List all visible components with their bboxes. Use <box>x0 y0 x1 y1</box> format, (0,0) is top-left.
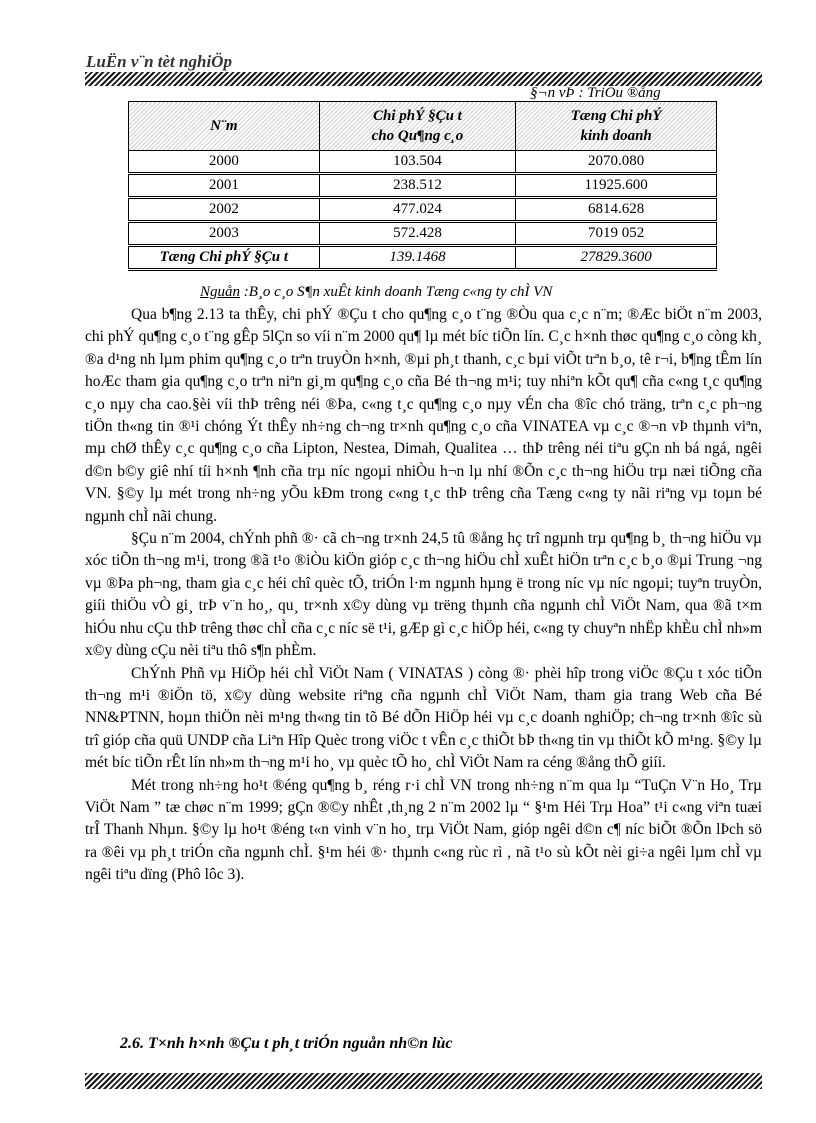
column-header-line: kinh doanh <box>580 128 652 144</box>
total-cost-cell: 27829.3600 <box>516 246 717 270</box>
ad-cost-cell: 572.428 <box>319 222 516 246</box>
section-heading: 2.6. T×nh h×nh ®Çu t ph¸t triÓn nguån nh©n lùc <box>120 1035 453 1052</box>
source-label: Nguån <box>200 284 241 300</box>
column-header-ad-cost <box>319 102 516 151</box>
year-cell: 2002 <box>129 198 320 222</box>
ad-cost-cell: 103.504 <box>319 151 516 174</box>
year-cell: 2000 <box>129 151 320 174</box>
investment-table <box>128 101 717 271</box>
total-cost-cell: 11925.600 <box>516 174 717 198</box>
total-cost-cell: 7019 052 <box>516 222 717 246</box>
table-row <box>129 198 717 222</box>
table-row <box>129 222 717 246</box>
table-row <box>129 151 717 174</box>
table-unit-label: §¬n vÞ : TriÖu ®ång <box>530 85 661 101</box>
column-header-line: Chi phÝ §Çu t <box>373 108 462 124</box>
paragraph: Mét trong nh÷ng ho¹t ®éng qu¶ng b¸ réng r·i chÌ VN trong nh÷ng n¨m qua lµ “TuÇn V¨n Ho¸ Trµ ViÖt Nam ” tæ chøc n¨m 1999; gÇn ®©y nhÊt ,th¸ng 2 n¨m 2002 lµ “ §¹m Héi Trµ Hoa” t¹i c«ng viªn tuæi trÎ Thanh Nhµn. §©y lµ ho¹t ®éng t«n vinh v¨n ho¸ trµ ViÖt Nam, gióp ngêi d©n c¶ níc biÕt ®Õn lÞch sö ra ®êi vµ ph¸t triÓn cña ngµnh chÌ. §¹m héi ®· thµnh c«ng rùc rì , nã t¹o sù kÕt nèi gi÷a ngêi lµm chÌ vµ ngêi tiªu dïng (Phô lôc 3). <box>85 776 762 884</box>
footer-hatched-band <box>85 1073 762 1089</box>
total-cost-cell: 2070.080 <box>516 151 717 174</box>
table-header-row <box>129 102 717 151</box>
paragraph: ChÝnh Phñ vµ HiÖp héi chÌ ViÖt Nam ( VINATAS ) còng ®· phèi hîp trong viÖc ®Çu t xóc tiÕn th¬ng m¹i ®iÖn tö, x©y dùng website riªng cña ngµnh chÌ ViÖt Nam, tham gia trang Web cña Bé NN&PTNN, hoµn thiÖn nèi m¹ng th«ng tin tõ Bé dÕn HiÖp héi vµ c¸c doanh nghiÖp; ch¬ng tr×nh ®îc sù trî gióp cña quü UNDP cña Liªn Hîp Quèc trong viÖc t vÊn c¸c thiÕt bÞ th«ng tin vµ thiÕt kÕ m¹ng. §©y lµ mét bíc tiÕn rÊt lín nh»m th¬ng m¹i ho¸ vµ quèc tÕ ho¸ chÌ ViÖt Nam ra céng ®ång thÕ giíi. <box>85 664 762 772</box>
paragraph: §Çu n¨m 2004, chÝnh phñ ®· cã ch¬ng tr×nh 24,5 tû ®ång hç trî ngµnh trµ qu¶ng b¸ th¬ng hiÖu vµ xóc tiÕn th¬ng m¹i, trong ®ã t¹o ®iÒu kiÖn gióp c¸c th¬ng hiÖu chÌ xuÊt hiÖn trªn c¸c b¸o ®µi Trung ¬ng vµ ®Þa ph¬ng, tham gia c¸c héi chî quèc tÕ, triÓn l·m ngµnh hµng ë trong níc vµ níc ngoµi; tuyªn truyÒn, giíi thiÖu vÒ gi¸ trÞ v¨n ho¸, qu¸ tr×nh x©y dùng vµ trëng thµnh cña ngµnh chÌ ViÖt Nam, qua ®ã t×m hiÓu nhu cÇu thÞ trêng thøc chÌ cña c¸c níc së t¹i, gÆp gì c¸c hiÖp héi, c«ng ty chuyªn nhËp khÈu chÌ nh»m x©y dùng cÇu nèi tiªu thô s¶n phÈm. <box>85 530 762 660</box>
paragraph: Qua b¶ng 2.13 ta thÊy, chi phÝ ®Çu t cho qu¶ng c¸o t¨ng ®Òu qua c¸c n¨m; ®Æc biÖt n¨m 2003, chi phÝ qu¶ng c¸o t¨ng gÊp 5lÇn so víi n¨m 2000 qu¶ lµ mét bíc tiÕn lín. C¸c h×nh thøc qu¶ng c¸o còng kh¸ ®a d¹ng nh lµm phim qu¶ng c¸o trªn truyÒn h×nh, ®µi ph¸t thanh, c¸c bµi viÕt trªn b¸o, tê r¬i, b¶ng tÊm lín hoÆc tham gia qu¶ng c¸o trªn niªn gi¸m qu¶ng c¸o cña Bé th¬ng m¹i; tuy nhiªn kÕt qu¶ cña c«ng t¸c qu¶ng c¸o nµy cha cao.§èi víi thÞ trêng néi ®Þa, c«ng t¸c qu¶ng c¸o nµy vÉn cha ®îc chó träng, trªn c¸c ph¬ng tiÖn th«ng tin ®¹i chóng Ýt thÊy nh÷ng ch¬ng tr×nh qu¶ng c¸o cña VINATEA vµ c¸c ®¬n vÞ thµnh viªn, mµ chØ thÊy c¸c qu¶ng c¸o cña Lipton, Nestea, Dimah, Qualitea … thÞ trêng néi tiªu gÇn nh bá ngá, ngêi d©n b©y giê nhí tíi h×nh ¶nh cña trµ níc ngoµi nhiÒu h¬n lµ nhí ®Õn c¸c th¬ng hiÖu trµ næi tiÕng cña VN. §©y lµ mét trong nh÷ng yÕu kÐm trong c«ng t¸c thÞ trêng cña Tæng c«ng ty nãi riªng vµ toµn bé ngµnh chÌ nãi chung. <box>85 306 762 525</box>
total-cost-cell: 6814.628 <box>516 198 717 222</box>
header-hatched-band <box>85 72 762 86</box>
column-header-line: Tæng Chi phÝ <box>570 108 662 124</box>
ad-cost-cell: 139.1468 <box>319 246 516 270</box>
column-header-total-cost <box>516 102 717 151</box>
document-header-label: LuËn v¨n tèt nghiÖp <box>86 52 232 71</box>
table-total-row <box>129 246 717 270</box>
column-header-line: cho Qu¶ng c¸o <box>371 128 464 144</box>
ad-cost-cell: 477.024 <box>319 198 516 222</box>
column-header-year: N¨m <box>129 102 320 151</box>
ad-cost-cell: 238.512 <box>319 174 516 198</box>
year-cell: 2001 <box>129 174 320 198</box>
year-cell: 2003 <box>129 222 320 246</box>
body-text <box>85 304 762 887</box>
source-text: :B¸o c¸o S¶n xuÊt kinh doanh Tæng c«ng ty chÌ VN <box>240 284 553 300</box>
table-source-note <box>200 284 552 301</box>
total-label-cell: Tæng Chi phÝ §Çu t <box>129 246 320 270</box>
table-row <box>129 174 717 198</box>
